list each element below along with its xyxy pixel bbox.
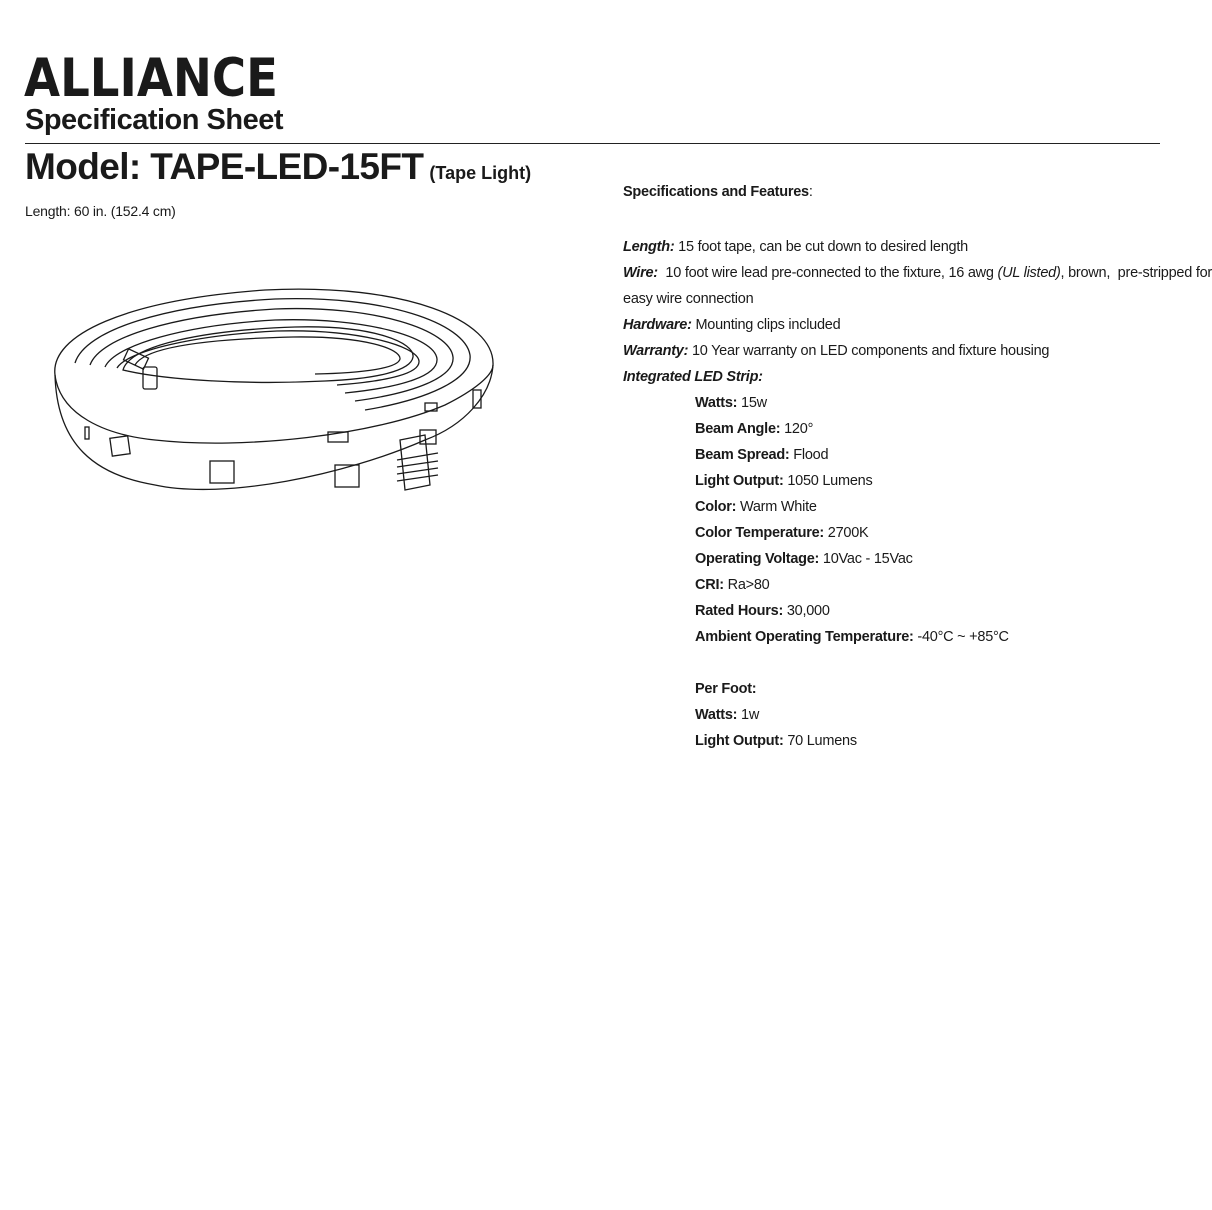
spec-row [623,728,1183,754]
integrated-led-heading-text: Integrated LED Strip: [623,369,763,385]
spec-label: Beam Angle: [695,421,781,437]
spec-label: Ambient Operating Temperature: [695,629,914,645]
spec-label: Watts: [695,395,738,411]
per-foot-heading-text: Per Foot: [695,681,757,697]
specifications-heading-text: Specifications and Features [623,184,809,200]
spec-value: -40°C ~ +85°C [913,629,1009,645]
spec-row [623,520,1183,546]
spec-row [623,546,1183,572]
spec-row [623,390,1183,416]
spec-row [623,572,1183,598]
specifications-heading [623,182,1183,208]
spec-label: Beam Spread: [695,447,790,463]
spec-value: 70 Lumens [783,733,857,749]
spec-row [623,702,1183,728]
spec-warranty-value: 10 Year warranty on LED components and fixture housing [688,343,1050,359]
model-heading [25,146,531,188]
spacer [623,208,1183,234]
length-note: Length: 60 in. (152.4 cm) [25,203,176,219]
document-subtitle: Specification Sheet [25,104,284,136]
model-label: Model: TAPE-LED-15FT [25,146,424,187]
spec-value: Flood [789,447,829,463]
spec-length-value: 15 foot tape, can be cut down to desired length [674,239,968,255]
svg-text:ALLIANCE: ALLIANCE [24,48,278,109]
spec-label: Color Temperature: [695,525,824,541]
spec-hardware [623,312,1183,338]
integrated-led-heading [623,364,1183,390]
spec-label: Light Output: [695,733,784,749]
spec-hardware-label: Hardware: [623,317,692,333]
spec-value: 120° [780,421,814,437]
spec-wire-continuation: easy wire connection [623,291,754,307]
spec-label: Watts: [695,707,738,723]
header-divider [25,143,1160,144]
tape-light-illustration [45,275,505,515]
spec-length-label: Length: [623,239,675,255]
spec-label: Rated Hours: [695,603,784,619]
spec-wire-value: 10 foot wire lead pre-connected to the fixture, 16 awg [657,265,998,281]
spec-hardware-value: Mounting clips included [691,317,841,333]
model-subtype: (Tape Light) [429,163,532,183]
spec-row [623,416,1183,442]
specifications-heading-colon: : [808,184,813,200]
spec-value: 1050 Lumens [783,473,873,489]
spec-value: Warm White [736,499,817,515]
spec-value: 30,000 [783,603,830,619]
spec-value: 10Vac - 15Vac [819,551,913,567]
spec-length [623,234,1183,260]
spec-label: Light Output: [695,473,784,489]
spec-label: Operating Voltage: [695,551,820,567]
spec-warranty-label: Warranty: [623,343,689,359]
spec-value: 2700K [823,525,869,541]
spec-label: CRI: [695,577,724,593]
spec-warranty [623,338,1183,364]
spec-value: 15w [737,395,767,411]
spec-wire-value-cont: , brown, pre-stripped for [1060,265,1212,281]
specifications-panel [623,182,1212,754]
spec-value: Ra>80 [723,577,770,593]
spec-row [623,468,1183,494]
per-foot-heading [623,676,1183,702]
spec-row [623,624,1183,650]
spec-value: 1w [737,707,760,723]
spec-label: Color: [695,499,737,515]
spec-row [623,598,1183,624]
spec-row [623,494,1183,520]
spec-wire-ul: (UL listed) [997,265,1061,281]
spec-wire-label: Wire: [623,265,658,281]
spec-wire [623,260,1212,286]
alliance-logo [24,46,284,109]
spacer [623,650,1183,676]
spec-row [623,442,1183,468]
